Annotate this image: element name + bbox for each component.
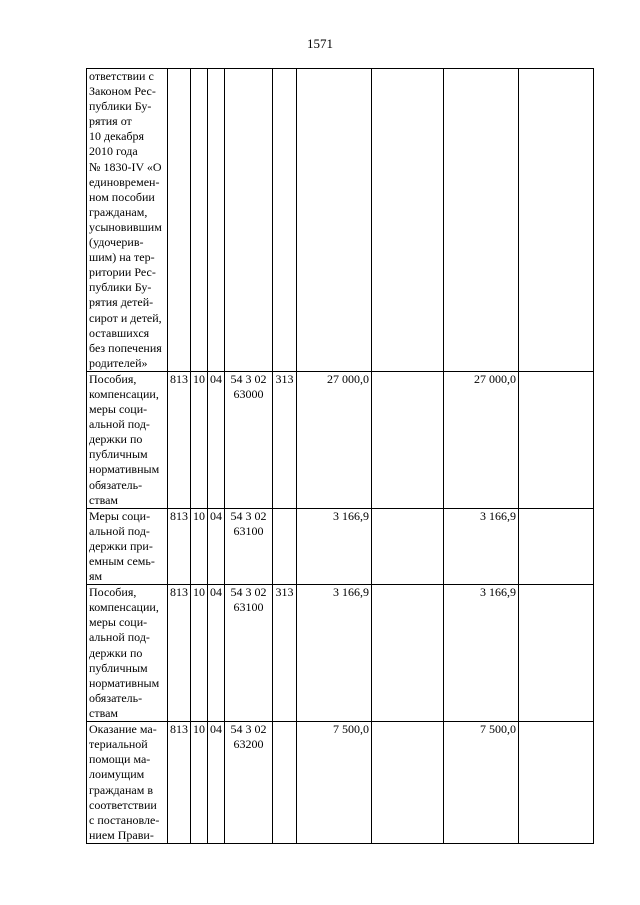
row-name-cell (87, 585, 168, 722)
name-line: № 1830-IV «О (89, 159, 162, 174)
name-line: ответствии с (89, 69, 154, 83)
name-line: усыновившим (89, 219, 162, 234)
name-line: родителей» (89, 355, 148, 370)
empty-cell (519, 585, 594, 722)
name-line: Пособия, (89, 371, 137, 386)
empty-cell (519, 508, 594, 584)
vedomstvo-cell: 813 (168, 508, 191, 584)
name-line: лоимущим (89, 767, 145, 782)
sum-total-cell: 3 166,9 (297, 508, 372, 584)
name-line: ям (89, 569, 103, 584)
sum-total-cell (297, 69, 372, 372)
podrazdel-cell: 04 (208, 371, 225, 508)
name-line: ном пособии (89, 189, 155, 204)
vedomstvo-cell: 813 (168, 371, 191, 508)
name-line: держки по (89, 645, 143, 660)
podrazdel-cell: 04 (208, 722, 225, 844)
razdel-cell: 10 (191, 722, 208, 844)
tselevaya-statya-cell: 54 3 02 63100 (225, 508, 273, 584)
name-line: нием Прави- (89, 827, 154, 842)
sum-total-cell: 7 500,0 (297, 722, 372, 844)
row-name-cell (87, 69, 168, 372)
name-line: публики Бу- (89, 280, 152, 295)
vedomstvo-cell (168, 69, 191, 372)
name-line: публичным (89, 660, 148, 675)
name-line: альной под- (89, 523, 150, 538)
table-row (87, 508, 594, 584)
empty-cell (372, 508, 444, 584)
name-line: держки по (89, 432, 143, 447)
vid-raskhodov-cell: 313 (273, 585, 297, 722)
sum-total-cell: 27 000,0 (297, 371, 372, 508)
name-line: рятия детей- (89, 295, 154, 310)
sum-total-cell: 3 166,9 (297, 585, 372, 722)
sum-2-cell: 3 166,9 (444, 585, 519, 722)
name-line: гражданам, (89, 204, 148, 219)
name-line: обязатель- (89, 477, 143, 492)
podrazdel-cell: 04 (208, 508, 225, 584)
sum-2-cell: 7 500,0 (444, 722, 519, 844)
budget-table (86, 68, 594, 844)
sum-2-cell: 27 000,0 (444, 371, 519, 508)
name-line: без попечения (89, 340, 162, 355)
tselevaya-statya-cell (225, 69, 273, 372)
table-row (87, 722, 594, 844)
tselevaya-statya-cell: 54 3 02 63000 (225, 371, 273, 508)
table-row (87, 69, 594, 372)
razdel-cell (191, 69, 208, 372)
empty-cell (519, 69, 594, 372)
name-line: Оказание ма- (89, 722, 157, 737)
name-line: помощи ма- (89, 752, 151, 767)
name-line: ритории Рес- (89, 265, 156, 280)
name-line: с постановле- (89, 812, 160, 827)
name-line: соответствии (89, 797, 157, 812)
name-line: меры соци- (89, 615, 148, 630)
empty-cell (372, 69, 444, 372)
name-line: 10 декабря (89, 129, 145, 144)
vedomstvo-cell: 813 (168, 722, 191, 844)
name-line: гражданам в (89, 782, 153, 797)
empty-cell (372, 371, 444, 508)
name-line: Законом Рес- (89, 84, 156, 99)
name-line: нормативным (89, 675, 160, 690)
name-line: Меры соци- (89, 508, 151, 523)
page-number: 1571 (307, 36, 333, 51)
empty-cell (372, 722, 444, 844)
vedomstvo-cell: 813 (168, 585, 191, 722)
podrazdel-cell (208, 69, 225, 372)
name-line: (удочерив- (89, 235, 144, 250)
name-line: териальной (89, 737, 148, 752)
vid-raskhodov-cell (273, 722, 297, 844)
vid-raskhodov-cell: 313 (273, 371, 297, 508)
empty-cell (372, 585, 444, 722)
name-line: публики Бу- (89, 99, 152, 114)
tselevaya-statya-cell: 54 3 02 63100 (225, 585, 273, 722)
vid-raskhodov-cell (273, 508, 297, 584)
name-line: нормативным (89, 462, 160, 477)
tselevaya-statya-cell: 54 3 02 63200 (225, 722, 273, 844)
vid-raskhodov-cell (273, 69, 297, 372)
name-line: ствам (89, 492, 118, 507)
name-line: ствам (89, 705, 118, 720)
name-line: емным семь- (89, 554, 155, 568)
sum-2-cell: 3 166,9 (444, 508, 519, 584)
razdel-cell: 10 (191, 585, 208, 722)
empty-cell (519, 371, 594, 508)
name-line: публичным (89, 447, 148, 462)
table-row (87, 585, 594, 722)
podrazdel-cell: 04 (208, 585, 225, 722)
name-line: рятия от (89, 114, 132, 129)
name-line: меры соци- (89, 402, 148, 417)
razdel-cell: 10 (191, 508, 208, 584)
name-line: альной под- (89, 630, 150, 645)
sum-2-cell (444, 69, 519, 372)
name-line: шим) на тер- (89, 250, 155, 265)
name-line: компенсации, (89, 386, 159, 401)
name-line: альной под- (89, 417, 150, 432)
name-line: сирот и детей, (89, 310, 162, 325)
name-line: Пособия, (89, 585, 137, 600)
row-name-cell (87, 508, 168, 584)
row-name-cell (87, 371, 168, 508)
name-line: держки при- (89, 538, 153, 553)
empty-cell (519, 722, 594, 844)
name-line: оставшихся (89, 325, 150, 340)
razdel-cell: 10 (191, 371, 208, 508)
name-line: единовремен- (89, 174, 160, 189)
table-row (87, 371, 594, 508)
name-line: обязатель- (89, 690, 143, 705)
name-line: компенсации, (89, 600, 159, 615)
name-line: 2010 года (89, 144, 138, 159)
row-name-cell (87, 722, 168, 844)
